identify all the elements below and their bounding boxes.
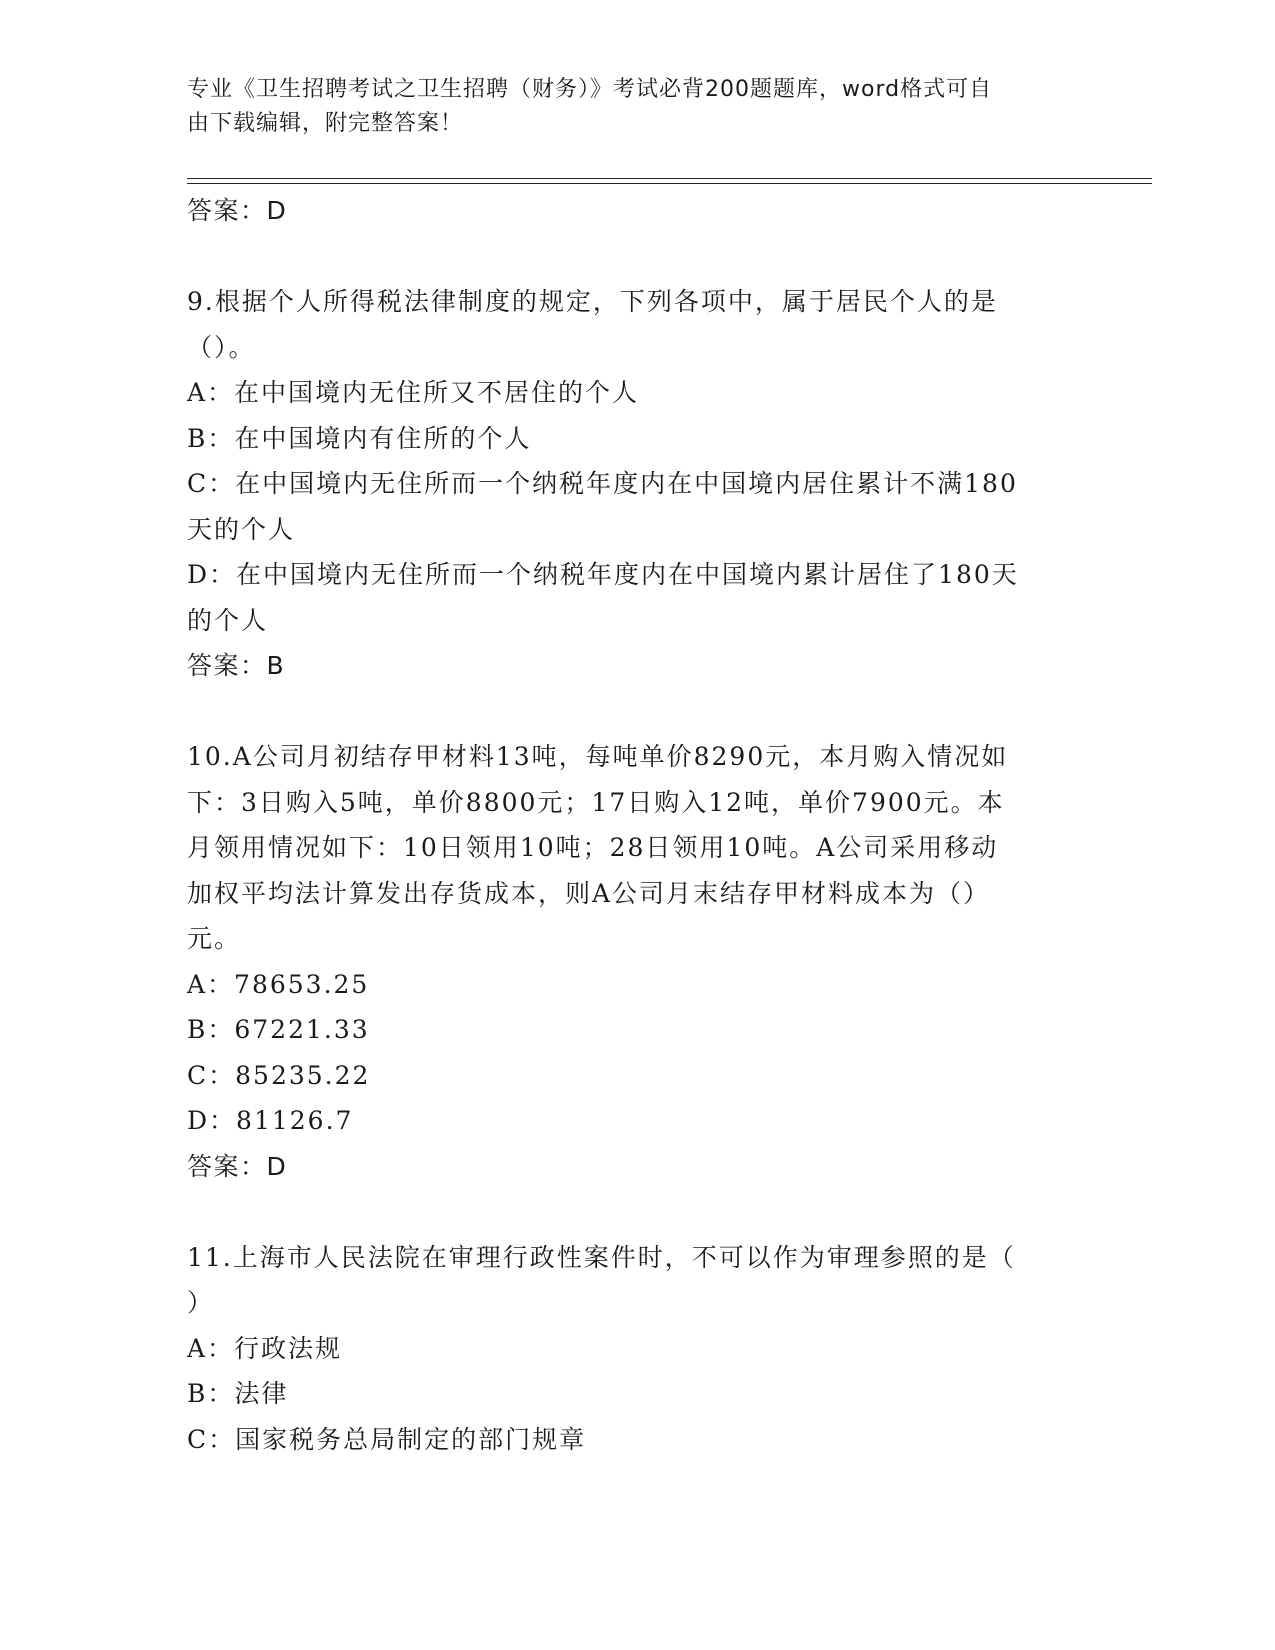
question-stem-line: 10.A公司月初结存甲材料13吨，每吨单价8290元，本月购入情况如 (187, 742, 1009, 771)
question-stem-line: 加权平均法计算发出存货成本，则A公司月末结存甲材料成本为（） (187, 878, 991, 908)
option-b: B：法律 (187, 1379, 289, 1408)
option-b: B：67221.33 (187, 1015, 370, 1044)
option-c: C：85235.22 (187, 1060, 371, 1090)
header-divider-top (187, 178, 1152, 179)
question-stem-line: 9.根据个人所得税法律制度的规定，下列各项中，属于居民个人的是 (187, 287, 998, 316)
document-body (187, 188, 1067, 1462)
option-c-continued: 天的个人 (187, 514, 296, 544)
question-stem-line: 元。 (187, 924, 242, 953)
spacer (187, 234, 1067, 280)
option-a: A：在中国境内无住所又不居住的个人 (187, 378, 640, 407)
answer-9: 答案：B (187, 651, 286, 680)
option-d: D：在中国境内无住所而一个纳税年度内在中国境内累计居住了180天 (187, 560, 1019, 589)
option-b: B：在中国境内有住所的个人 (187, 423, 532, 453)
option-a: A：78653.25 (187, 969, 370, 999)
option-d: D：81126.7 (187, 1106, 354, 1135)
spacer (187, 689, 1067, 735)
question-9 (187, 279, 1067, 689)
question-stem-line: 11.上海市人民法院在审理行政性案件时，不可以作为审理参照的是（ (187, 1242, 1016, 1272)
spacer (187, 1189, 1067, 1235)
question-stem-line: 月领用情况如下：10日领用10吨；28日领用10吨。A公司采用移动 (187, 833, 999, 862)
option-d-continued: 的个人 (187, 605, 269, 635)
header-line-2: 由下载编辑，附完整答案！ (187, 111, 464, 136)
previous-answer: 答案：D (187, 196, 288, 225)
document-header (187, 73, 1067, 141)
answer-10: 答案：D (187, 1151, 288, 1181)
question-stem-line: （）。 (187, 332, 256, 362)
question-stem-line: 下：3日购入5吨，单价8800元；17日购入12吨，单价7900元。本 (187, 787, 1005, 817)
option-a: A：行政法规 (187, 1333, 343, 1363)
question-10 (187, 734, 1067, 1189)
question-stem-line: ） (187, 1288, 215, 1317)
header-line-1: 专业《卫生招聘考试之卫生招聘（财务）》考试必背200题题库，word格式可自 (187, 77, 993, 102)
option-c: C：国家税务总局制定的部门规章 (187, 1424, 587, 1454)
question-11 (187, 1235, 1067, 1463)
option-c: C：在中国境内无住所而一个纳税年度内在中国境内居住累计不满180 (187, 469, 1018, 498)
header-divider-bottom (187, 183, 1152, 184)
